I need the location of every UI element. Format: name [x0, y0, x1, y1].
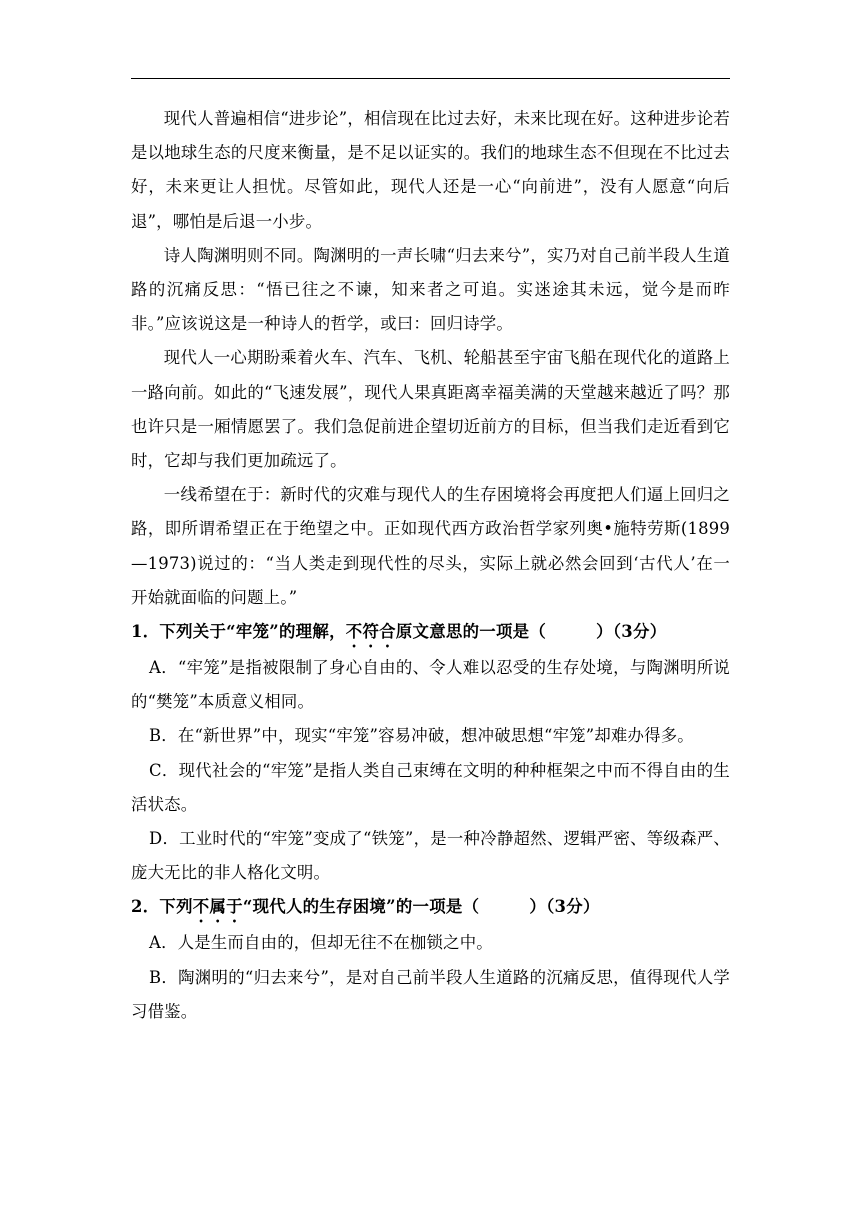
- header-rule: [131, 78, 730, 79]
- question-1: [131, 615, 730, 651]
- question-2: [131, 890, 730, 926]
- question-1-option-b: B．在“新世界”中，现实“牢笼”容易冲破，想冲破思想“牢笼”却难办得多。: [149, 726, 694, 746]
- question-1-prefix: 1．下列关于“牢笼”的理解，: [131, 622, 346, 642]
- question-1-option-a: A．“牢笼”是指被限制了身心自由的、令人难以忍受的生存处境，与陶渊明所说的“樊笼”本质意义相同。: [131, 658, 730, 712]
- question-2-option-a: A．人是生而自由的，但却无往不在枷锁之中。: [149, 933, 493, 953]
- page-content: [131, 102, 730, 1029]
- question-2-option-b: B．陶渊明的“归去来兮”，是对自己前半段人生道路的沉痛反思，值得现代人学习借鉴。: [131, 967, 730, 1021]
- question-1-option-c: C．现代社会的“牢笼”是指人类自己束缚在文明的种种框架之中而不得自由的生活状态。: [131, 760, 730, 814]
- question-1-emphasis: 不符合: [345, 622, 396, 642]
- passage-paragraph-4: 一线希望在于：新时代的灾难与现代人的生存困境将会再度把人们逼上回归之路，即所谓希望正在于绝望之中。正如现代西方政治哲学家列奥•施特劳斯(1899—1973)说过的：“当人类走到现代性的尽头，实际上就必然会回到‘古代人’在一开始就面临的问题上。”: [131, 485, 730, 607]
- passage-paragraph-2: 诗人陶渊明则不同。陶渊明的一声长啸“归去来兮”，实乃对自己前半段人生道路的沉痛反思：“悟已往之不谏，知来者之可追。实迷途其未远，觉今是而昨非。”应该说这是一种诗人的哲学，或曰：回归诗学。: [131, 245, 730, 334]
- question-2-prefix: 2．下列: [131, 897, 193, 917]
- question-1-option-d: D．工业时代的“牢笼”变成了“铁笼”，是一种冷静超然、逻辑严密、等级森严、庞大无比的非人格化文明。: [131, 829, 730, 883]
- passage-paragraph-3: 现代人一心期盼乘着火车、汽车、飞机、轮船甚至宇宙飞船在现代化的道路上一路向前。如此的“飞速发展”，现代人果真距离幸福美满的天堂越来越近了吗？那也许只是一厢情愿罢了。我们急促前进企望切近前方的目标，但当我们走近看到它时，它却与我们更加疏远了。: [131, 348, 730, 471]
- question-2-emphasis: 不属于: [192, 897, 243, 917]
- question-2-suffix: “现代人的生存困境”的一项是（ ）（3分）: [242, 897, 600, 917]
- passage-paragraph-1: 现代人普遍相信“进步论”，相信现在比过去好，未来比现在好。这种进步论若是以地球生态的尺度来衡量，是不足以证实的。我们的地球生态不但现在不比过去好，未来更让人担忧。尽管如此，现代人还是一心“向前进”，没有人愿意“向后退”，哪怕是后退一小步。: [131, 109, 730, 231]
- question-1-suffix: 原文意思的一项是（ ）（3分）: [395, 622, 667, 642]
